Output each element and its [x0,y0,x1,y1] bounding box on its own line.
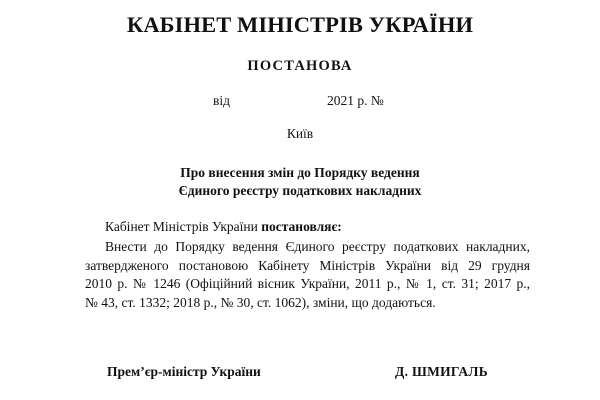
city: Київ [286,126,314,141]
body-line: Внести до Порядку ведення Єдиного реєстру податкових накладних, [105,239,530,254]
subject-line: Про внесення змін до Порядку ведення [180,165,420,180]
organization-title: КАБІНЕТ МІНІСТРІВ УКРАЇНИ [126,12,474,37]
intro-resolve-word: постановляє: [261,219,342,234]
body-line: № 43, ст. 1332; 2018 р., № 30, ст. 1062), зміни, що додаються. [85,294,436,310]
date-year-number: 2021 р. № [327,93,384,108]
intro-paragraph [85,218,530,237]
intro-text: Кабінет Міністрів України [105,219,262,234]
body-paragraph [85,238,530,312]
date-prefix: від [213,93,230,108]
subject-line: Єдиного реєстру податкових накладних [178,183,422,198]
body-line: 2010 р. № 1246 (Офіційний вісник України, 2011 р., № 1, ст. 31; 2017 р., [85,276,530,291]
signatory-name: Д. ШМИГАЛЬ [395,364,488,379]
document-type: ПОСТАНОВА [247,58,353,74]
signatory-role: Прем’єр-міністр України [107,364,261,379]
body-line: затвердженого постановою Кабінету Міністрів України від 29 грудня [85,257,530,273]
document-subject [0,164,600,200]
